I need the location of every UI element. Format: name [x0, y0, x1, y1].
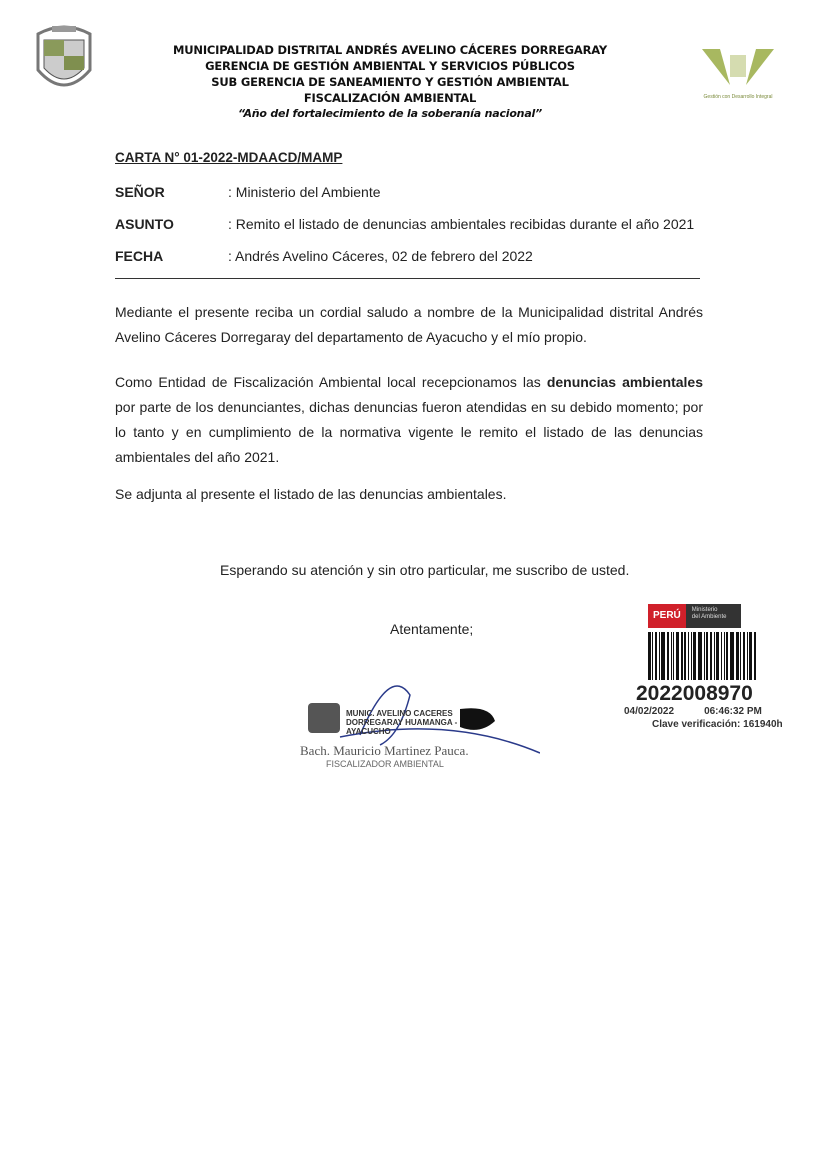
barcode-bar: [673, 632, 674, 680]
receipt-time: 06:46:32 PM: [704, 706, 762, 717]
peru-badge: PERÚ: [648, 604, 686, 628]
reception-stamp: [624, 604, 783, 730]
letter-reference: CARTA N° 01-2022-MDAACD/MAMP: [115, 150, 343, 165]
leaf-logo-icon: [700, 45, 776, 89]
field-value-recipient: : Ministerio del Ambiente: [228, 184, 381, 200]
barcode-bar: [676, 632, 679, 680]
verification-key: Clave verificación: 161940h: [652, 719, 783, 730]
barcode-bar: [749, 632, 752, 680]
header-line: MUNICIPALIDAD DISTRITAL ANDRÉS AVELINO CÁCERES DORREGARAY: [173, 43, 607, 57]
municipal-logo: [700, 45, 776, 100]
header-line: GERENCIA DE GESTIÓN AMBIENTAL Y SERVICIOS PÚBLICOS: [205, 59, 575, 73]
year-motto: “Año del fortalecimiento de la soberanía nacional”: [237, 107, 542, 120]
barcode-bar: [743, 632, 745, 680]
barcode-bar: [648, 632, 651, 680]
field-label-date: FECHA: [115, 248, 164, 264]
barcode-bar: [730, 632, 734, 680]
field-label-subject: ASUNTO: [115, 216, 174, 232]
barcode-bar: [661, 632, 665, 680]
field-value-date: : Andrés Avelino Cáceres, 02 de febrero del 2022: [228, 248, 533, 264]
paragraph-greeting: Mediante el presente reciba un cordial saludo a nombre de la Municipalidad distrital Andrés Avelino Cáceres Dorregaray del departamento de Ayacucho y el mío propio.: [115, 304, 703, 345]
barcode-bar: [667, 632, 669, 680]
barcode-bar: [655, 632, 657, 680]
municipal-coat-of-arms-icon: [28, 20, 100, 102]
barcode-bar: [716, 632, 719, 680]
text: por parte de los denunciantes, dichas denuncias fueron atendidas en su debido momento; por lo tanto y en cumplimiento de la normativa vigente le remito el listado de las denuncias ambientales del año 2021.: [115, 399, 703, 465]
barcode-bar: [740, 632, 741, 680]
barcode-bar: [652, 632, 653, 680]
field-value-subject: : Remito el listado de denuncias ambientales recibidas durante el año 2021: [228, 216, 695, 232]
header-line: SUB GERENCIA DE SANEAMIENTO Y GESTIÓN AMBIENTAL: [211, 75, 569, 89]
barcode-bar: [726, 632, 728, 680]
barcode-bar: [714, 632, 715, 680]
receipt-date: 04/02/2022: [624, 706, 675, 717]
divider: [115, 278, 700, 279]
signer-role: FISCALIZADOR AMBIENTAL: [326, 759, 444, 769]
barcode-bar: [706, 632, 708, 680]
barcode-bar: [747, 632, 748, 680]
header-line: FISCALIZACIÓN AMBIENTAL: [303, 91, 477, 105]
barcode-bar: [754, 632, 756, 680]
barcode-bar: [693, 632, 696, 680]
ministry-line: Ministerio: [691, 607, 718, 613]
field-label-recipient: SEÑOR: [115, 184, 165, 200]
closing: Esperando su atención y sin otro particular, me suscribo de usted.: [220, 562, 630, 578]
barcode-bar: [698, 632, 702, 680]
barcode-bar: [704, 632, 705, 680]
registration-number: 2022008970: [636, 682, 753, 705]
logo-caption: Gestión con Desarrollo Integral: [703, 94, 773, 100]
barcode-bar: [688, 632, 689, 680]
regards: Atentamente;: [390, 621, 474, 637]
emphasis: denuncias ambientales: [546, 374, 703, 390]
paragraph-body: [115, 370, 703, 470]
paragraph-attachment: Se adjunta al presente el listado de las denuncias ambientales.: [115, 486, 507, 502]
ministry-badge: [686, 604, 741, 628]
signer-name: Bach. Mauricio Martinez Pauca.: [300, 743, 469, 758]
seal-text: MUNIC. AVELINO CACERES DORREGARAY HUAMANGA - AYACUCHO: [346, 709, 458, 736]
barcode-bar: [681, 632, 683, 680]
signature-block: [300, 675, 540, 775]
barcode-bar: [721, 632, 722, 680]
barcode-bar: [684, 632, 686, 680]
letterhead: [150, 42, 630, 122]
barcode-bar: [736, 632, 739, 680]
barcode: [648, 632, 783, 680]
barcode-bar: [724, 632, 725, 680]
barcode-bar: [671, 632, 672, 680]
barcode-bar: [659, 632, 660, 680]
receipt-datetime: [624, 706, 783, 717]
barcode-bar: [691, 632, 692, 680]
text: Como Entidad de Fiscalización Ambiental local recepcionamos las: [115, 374, 547, 390]
barcode-bar: [710, 632, 712, 680]
ministry-line: del Ambiente: [691, 614, 727, 620]
